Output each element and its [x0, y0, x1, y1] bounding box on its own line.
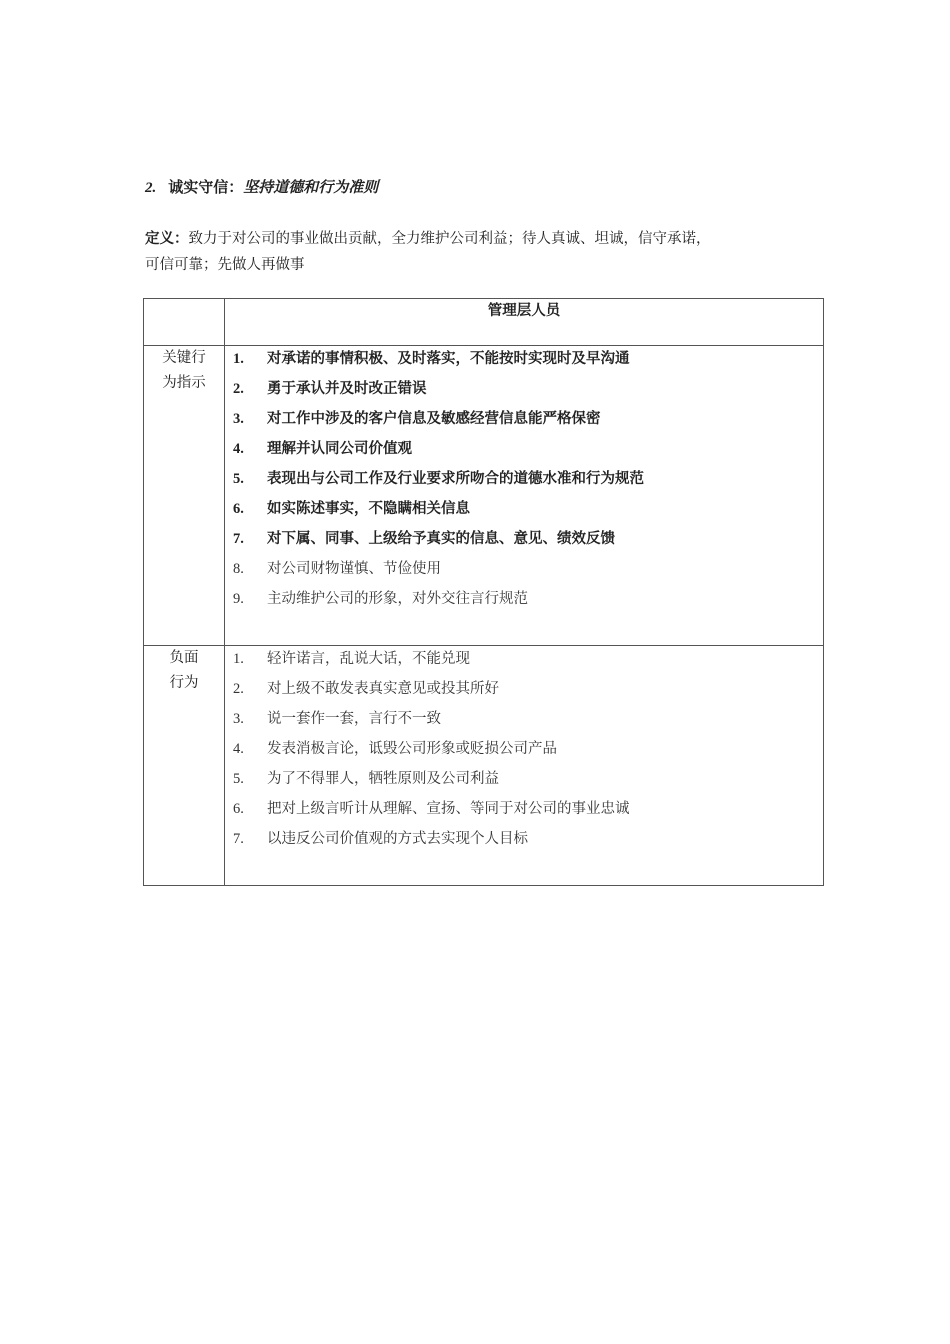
negative-behavior-list [225, 646, 823, 856]
definition-line-2: 可信可靠；先做人再做事 [145, 257, 305, 273]
list-item [233, 646, 823, 676]
key-behavior-label-line-2: 为指示 [162, 375, 206, 391]
item-text: 对下属、同事、上级给予真实的信息、意见、绩效反馈 [267, 531, 615, 547]
list-item [233, 826, 823, 856]
list-item [233, 466, 823, 496]
list-item [233, 676, 823, 706]
item-number: 9. [233, 591, 244, 607]
item-text: 把对上级言听计从理解、宣扬、等同于对公司的事业忠诚 [267, 801, 630, 817]
key-behavior-list [225, 346, 823, 616]
section-heading [145, 176, 378, 197]
behavior-table [143, 298, 824, 886]
negative-behavior-label-line-1: 负面 [169, 650, 199, 666]
item-text: 对承诺的事情积极、及时落实，不能按时实现时及早沟通 [267, 351, 630, 367]
section-subtitle: 坚持道德和行为准则 [243, 178, 379, 196]
key-behavior-label-line-1: 关键行 [162, 350, 206, 366]
section-title: 诚实守信： [168, 178, 244, 196]
negative-behavior-label [144, 646, 225, 886]
list-item [233, 376, 823, 406]
item-text: 对工作中涉及的客户信息及敏感经营信息能严格保密 [267, 411, 601, 427]
item-number: 5. [233, 771, 244, 787]
item-number: 1. [233, 351, 244, 367]
item-text: 以违反公司价值观的方式去实现个人目标 [267, 831, 528, 847]
item-number: 2. [233, 681, 244, 697]
item-text: 为了不得罪人，牺牲原则及公司利益 [267, 771, 499, 787]
list-item [233, 556, 823, 586]
list-item [233, 496, 823, 526]
definition-line-1: 致力于对公司的事业做出贡献，全力维护公司利益；待人真诚、坦诚，信守承诺， [188, 231, 711, 247]
negative-behavior-list-cell [225, 646, 824, 886]
list-item [233, 346, 823, 376]
item-number: 4. [233, 441, 244, 457]
item-number: 7. [233, 831, 244, 847]
item-text: 说一套作一套，言行不一致 [267, 711, 441, 727]
item-number: 1. [233, 651, 244, 667]
item-text: 对上级不敢发表真实意见或投其所好 [267, 681, 499, 697]
list-item [233, 436, 823, 466]
item-text: 勇于承认并及时改正错误 [267, 381, 427, 397]
item-number: 4. [233, 741, 244, 757]
list-item [233, 766, 823, 796]
key-behavior-list-cell [225, 346, 824, 646]
item-text: 对公司财物谨慎、节俭使用 [267, 561, 441, 577]
item-number: 2. [233, 381, 244, 397]
item-number: 6. [233, 801, 244, 817]
item-number: 7. [233, 531, 244, 547]
item-text: 理解并认同公司价值观 [267, 441, 412, 457]
item-text: 发表消极言论，诋毁公司形象或贬损公司产品 [267, 741, 557, 757]
list-item [233, 706, 823, 736]
list-item [233, 586, 823, 616]
item-text: 主动维护公司的形象，对外交往言行规范 [267, 591, 528, 607]
definition-paragraph [145, 226, 815, 278]
item-number: 8. [233, 561, 244, 577]
list-item [233, 796, 823, 826]
negative-behavior-label-line-2: 行为 [169, 675, 199, 691]
negative-behavior-row [144, 646, 824, 886]
item-number: 3. [233, 411, 244, 427]
list-item [233, 526, 823, 556]
item-number: 5. [233, 471, 244, 487]
definition-label: 定义： [145, 231, 189, 247]
section-number: 2. [145, 180, 157, 196]
list-item [233, 736, 823, 766]
key-behavior-row [144, 346, 824, 646]
table-header-row [144, 299, 824, 346]
header-empty-cell [144, 299, 225, 346]
item-number: 3. [233, 711, 244, 727]
list-item [233, 406, 823, 436]
item-text: 轻许诺言，乱说大话，不能兑现 [267, 651, 470, 667]
item-text: 表现出与公司工作及行业要求所吻合的道德水准和行为规范 [267, 471, 644, 487]
key-behavior-label [144, 346, 225, 646]
table-header: 管理层人员 [225, 299, 824, 346]
item-text: 如实陈述事实，不隐瞒相关信息 [267, 501, 470, 517]
item-number: 6. [233, 501, 244, 517]
